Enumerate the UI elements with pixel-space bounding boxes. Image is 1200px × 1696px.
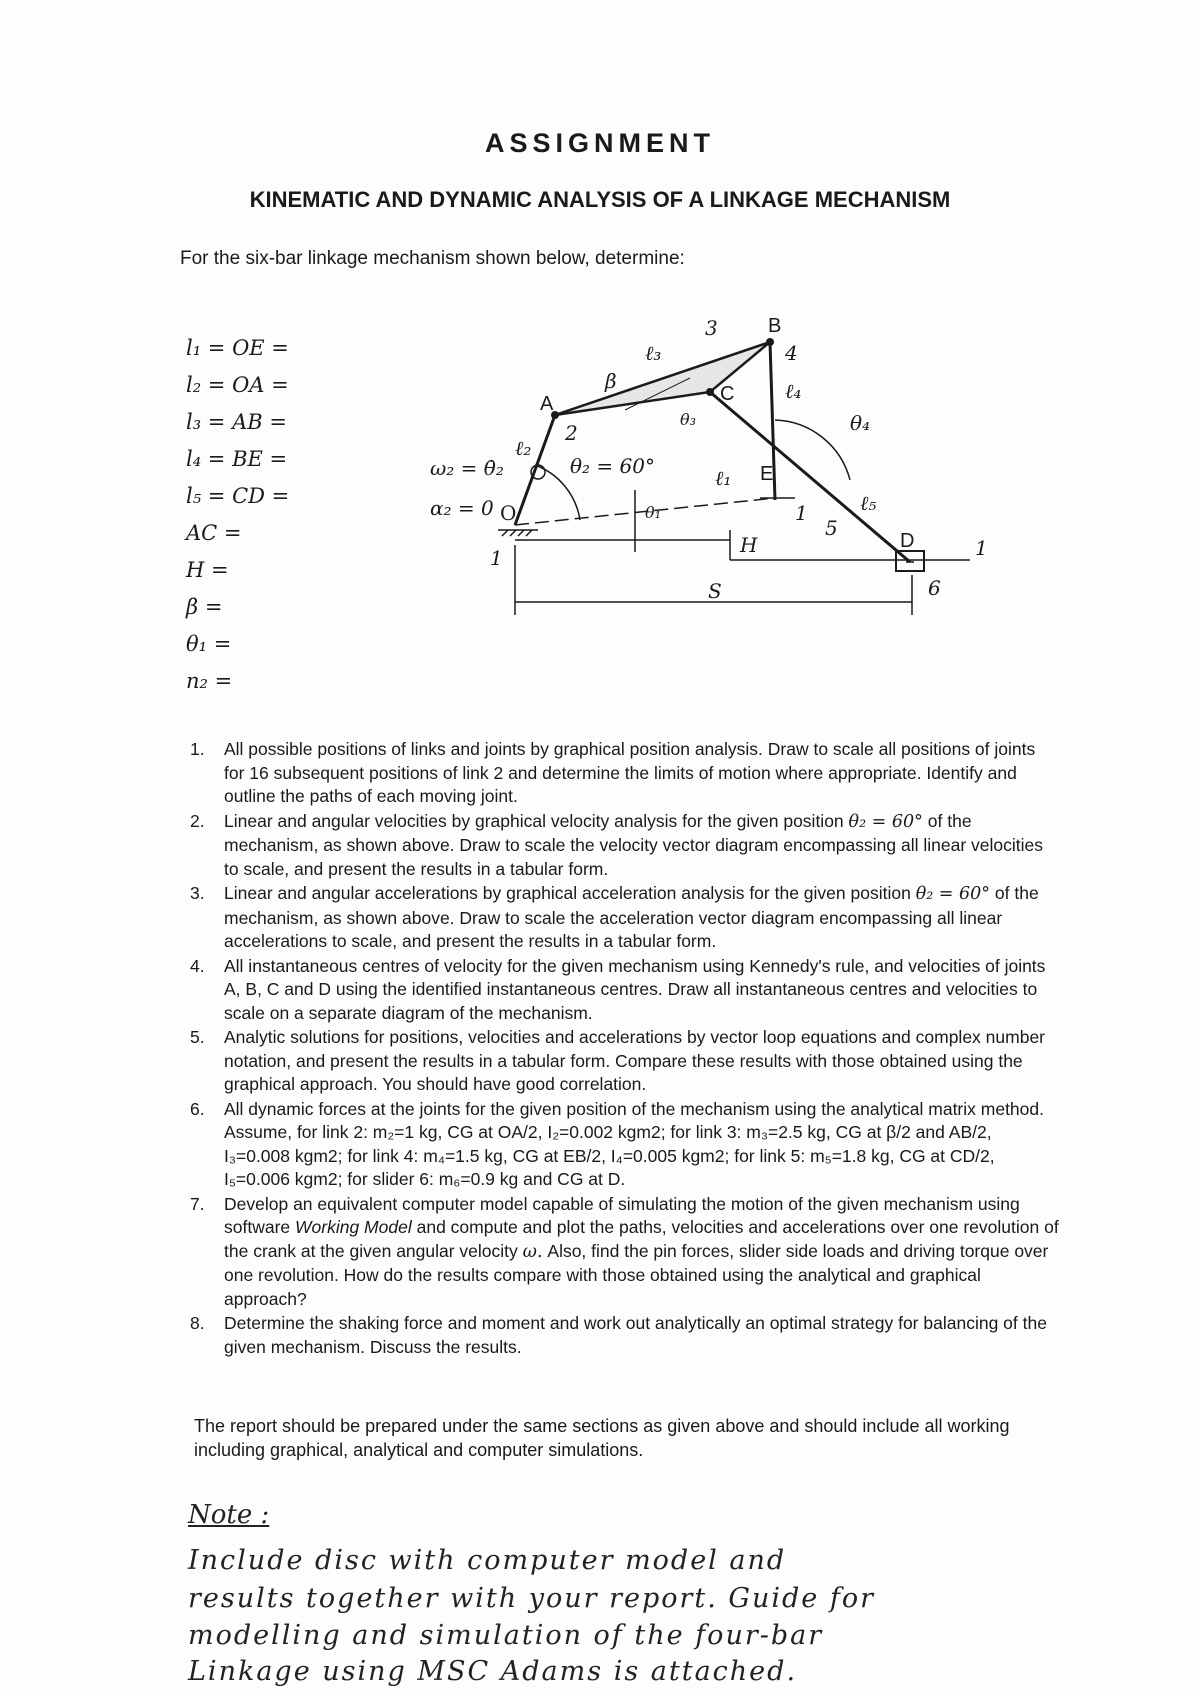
task-text-cont: of the mechanism, as shown above. Draw to scale the acceleration vector diagram encompassing all linear accelerations to scale, and present the results in a tabular form.	[224, 883, 1039, 951]
label-theta4: θ₄	[850, 411, 871, 435]
label-link1-o: 1	[490, 546, 503, 570]
label-link4: 4	[785, 341, 798, 365]
variable-beta: β =	[186, 595, 223, 619]
task-text: All possible positions of links and joints by graphical position analysis. Draw to scale all positions of joints for 16 subsequent positions of link 2 and determine the limits of motion where appropriate. Identify and outline the paths of each moving joint.	[224, 739, 1036, 806]
task-number: 3.	[190, 883, 205, 903]
task-item	[180, 1193, 1060, 1312]
task-item	[180, 882, 1060, 954]
label-theta1: θ₁	[645, 503, 662, 522]
label-link6: 6	[928, 576, 941, 600]
task-equation: θ₂ = 60°	[915, 884, 991, 904]
task-item	[180, 1026, 1060, 1097]
variable-l1: l₁ = OE =	[186, 336, 289, 360]
label-theta2: θ₂ = 60°	[570, 454, 655, 478]
linkage-diagram	[430, 315, 1080, 670]
task-item	[180, 810, 1060, 882]
handwritten-note-label: Note :	[188, 1500, 270, 1530]
label-link2: 2	[565, 421, 578, 445]
task-number: 4.	[190, 955, 205, 976]
variable-l2: l₂ = OA =	[186, 373, 289, 397]
variable-l3: l₃ = AB =	[186, 410, 287, 434]
variable-l4: l₄ = BE =	[186, 447, 288, 471]
task-number: 6.	[190, 1098, 205, 1119]
task-text: All instantaneous centres of velocity for the given mechanism using Kennedy's rule, and velocities of joints A, B, C and D using the identified instantaneous centres. Draw all instantaneous centres and velocities to scale on a separate diagram of the mechanism.	[224, 955, 1046, 1023]
label-point-a: A	[540, 393, 554, 415]
handwritten-line: modelling and simulation of the four-bar	[188, 1620, 824, 1651]
task-text: All dynamic forces at the joints for the given position of the mechanism using the analytical matrix method. Assume, for link 2: m₂=1 kg, CG at OA/2, I₂=0.002 kgm2; for link 3: m₃=2.5 kg, CG at β/2 and AB/2, I₃=0.008 kgm2; for link 4: m₄=1.5 kg, CG at EB/2, I₄=0.005 kgm2; for link 5: m₅=1.8 kg, CG at CD/2, I₅=0.006 kgm2; for slider 6: m₆=0.9 kg and CG at D.	[224, 1098, 1044, 1189]
label-point-b: B	[768, 315, 782, 337]
handwritten-line: Include disc with computer model and	[188, 1545, 787, 1576]
label-l5: ℓ₅	[860, 491, 877, 515]
page-title: ASSIGNMENT	[484, 128, 715, 158]
label-link1-e: 1	[795, 501, 808, 525]
label-l2: ℓ₂	[515, 436, 532, 460]
task-text-cont: Also, find the pin forces, slider side loads and driving torque over one revolution. How do the results compare with those obtained using the analytical and graphical approach?	[224, 1240, 1049, 1309]
label-point-o: O	[500, 501, 517, 525]
label-link3: 3	[705, 316, 718, 340]
page-subtitle: KINEMATIC AND DYNAMIC ANALYSIS OF A LINKAGE MECHANISM	[249, 187, 951, 212]
label-h: H	[740, 533, 758, 557]
label-point-e: E	[760, 463, 774, 485]
label-s: S	[708, 579, 722, 603]
task-item	[180, 1098, 1060, 1192]
task-text-mid: and compute and plot the paths, velocities and accelerations over one revolution of the crank at the given angular velocity	[224, 1217, 1059, 1261]
intro-text: For the six-bar linkage mechanism shown below, determine:	[180, 248, 685, 269]
task-text: Develop an equivalent computer model capable of simulating the motion of the given mechanism using software	[224, 1193, 1020, 1237]
task-symbol: ω.	[522, 1241, 543, 1262]
report-instructions: The report should be prepared under the same sections as given above and should include all working including graphical, analytical and computer simulations.	[194, 1416, 1010, 1460]
task-item	[180, 1312, 1060, 1359]
variable-n2: n₂ =	[186, 669, 233, 693]
task-list	[180, 738, 1060, 1360]
task-number: 8.	[190, 1313, 205, 1333]
label-point-d: D	[900, 530, 915, 552]
label-theta3: θ₃	[680, 410, 697, 429]
software-name: Working Model	[295, 1217, 412, 1237]
task-item	[180, 738, 1060, 809]
task-number: 5.	[190, 1027, 205, 1047]
label-point-c: C	[720, 383, 735, 405]
variable-h: H =	[186, 558, 229, 582]
handwritten-line: Linkage using MSC Adams is attached.	[188, 1656, 798, 1687]
task-item	[180, 955, 1060, 1026]
task-number: 1.	[190, 739, 205, 759]
variable-list	[186, 330, 289, 700]
label-alpha: α₂ = 0	[430, 496, 494, 520]
label-link1-d: 1	[975, 536, 988, 560]
handwritten-line: results together with your report. Guide for	[188, 1583, 876, 1614]
variable-l5: l₅ = CD =	[186, 484, 290, 508]
label-omega: ω₂ = θ̇₂	[430, 456, 504, 480]
task-number: 7.	[190, 1193, 205, 1214]
label-l3: ℓ₃	[645, 341, 662, 365]
task-equation: θ₂ = 60°	[848, 811, 923, 832]
task-text: Linear and angular accelerations by graphical acceleration analysis for the given position	[224, 883, 911, 903]
variable-ac: AC =	[186, 521, 242, 545]
task-text: Analytic solutions for positions, velocities and accelerations by vector loop equations and complex number notation, and present the results in a tabular form. Compare these results with those obtained using the graphical approach. You should have good correlation.	[224, 1027, 1046, 1094]
task-text-cont: of the mechanism, as shown above. Draw to scale the velocity vector diagram encompassing all linear velocities to scale, and present the results in a tabular form.	[224, 810, 1043, 879]
task-text: Determine the shaking force and moment and work out analytically an optimal strategy for balancing of the given mechanism. Discuss the results.	[224, 1313, 1047, 1357]
label-link5: 5	[825, 516, 838, 540]
variable-theta1: θ₁ =	[186, 632, 232, 656]
label-l1: ℓ₁	[715, 466, 732, 490]
task-text: Linear and angular velocities by graphical velocity analysis for the given position	[224, 810, 844, 831]
label-beta: β	[605, 369, 617, 393]
label-l4: ℓ₄	[785, 379, 802, 403]
task-number: 2.	[190, 810, 205, 831]
